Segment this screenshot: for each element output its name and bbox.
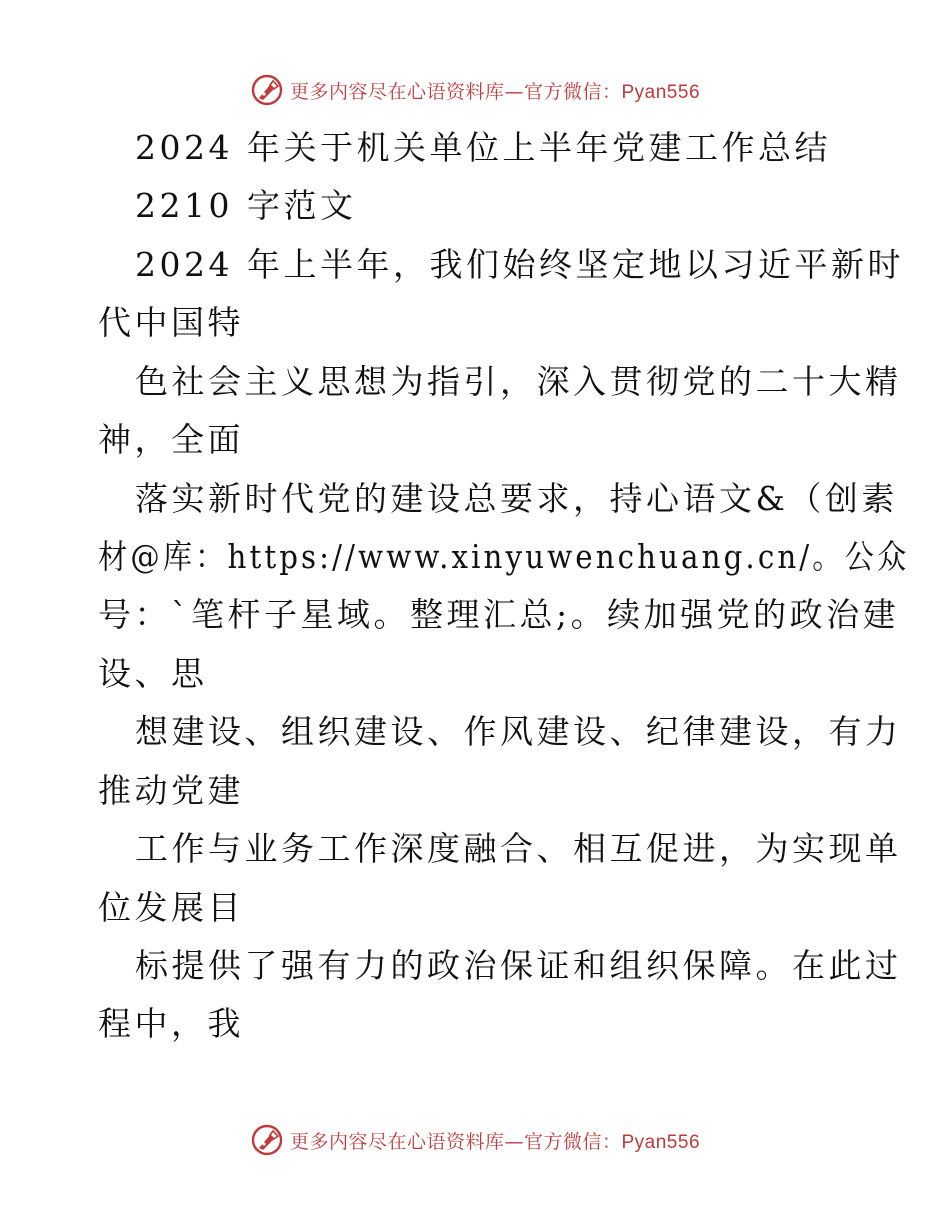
banner-site-name: 更多内容尽在心语资料库 — [289, 80, 505, 103]
paragraph-line: 号：`笔杆子星域。整理汇总;。续加强党的政治建 — [98, 595, 900, 634]
banner-dash: — — [504, 1130, 524, 1153]
document-title-line-1: 2024 年关于机关单位上半年党建工作总结 — [135, 128, 831, 167]
pen-nib-logo-icon — [250, 1123, 284, 1157]
banner-text — [290, 77, 700, 104]
footer-watermark-banner — [0, 1120, 950, 1160]
document-title-line-2: 2210 字范文 — [135, 186, 357, 225]
paragraph-line: 神，全面 — [98, 420, 244, 459]
paragraph-line: 代中国特 — [98, 303, 244, 342]
paragraph-line: 色社会主义思想为指引，深入贯彻党的二十大精 — [135, 362, 902, 401]
paragraph-line: 推动党建 — [98, 771, 244, 810]
paragraph-line: 程中，我 — [98, 1004, 244, 1043]
banner-site-name: 更多内容尽在心语资料库 — [289, 1130, 505, 1153]
paragraph-line: 设、思 — [98, 654, 208, 693]
paragraph-line: 材@库：https://www.xinyuwenchuang.cn/。公众 — [98, 537, 910, 576]
paragraph-line: 工作与业务工作深度融合、相互促进，为实现单 — [135, 829, 902, 868]
pen-nib-logo-icon — [250, 73, 284, 107]
paragraph-line: 2024 年上半年，我们始终坚定地以习近平新时 — [135, 245, 904, 284]
paragraph-line: 落实新时代党的建设总要求，持心语文&（创素 — [135, 479, 898, 518]
banner-wechat-handle: Pyan556 — [621, 81, 701, 103]
banner-dash: — — [504, 80, 524, 103]
banner-wechat-label: 官方微信： — [523, 1130, 622, 1153]
paragraph-line: 位发展目 — [98, 888, 244, 927]
banner-wechat-handle: Pyan556 — [621, 1131, 701, 1153]
header-watermark-banner — [0, 70, 950, 110]
banner-text — [290, 1127, 700, 1154]
paragraph-line: 标提供了强有力的政治保证和组织保障。在此过 — [135, 946, 902, 985]
paragraph-line: 想建设、组织建设、作风建设、纪律建设，有力 — [135, 712, 902, 751]
banner-wechat-label: 官方微信： — [523, 80, 622, 103]
